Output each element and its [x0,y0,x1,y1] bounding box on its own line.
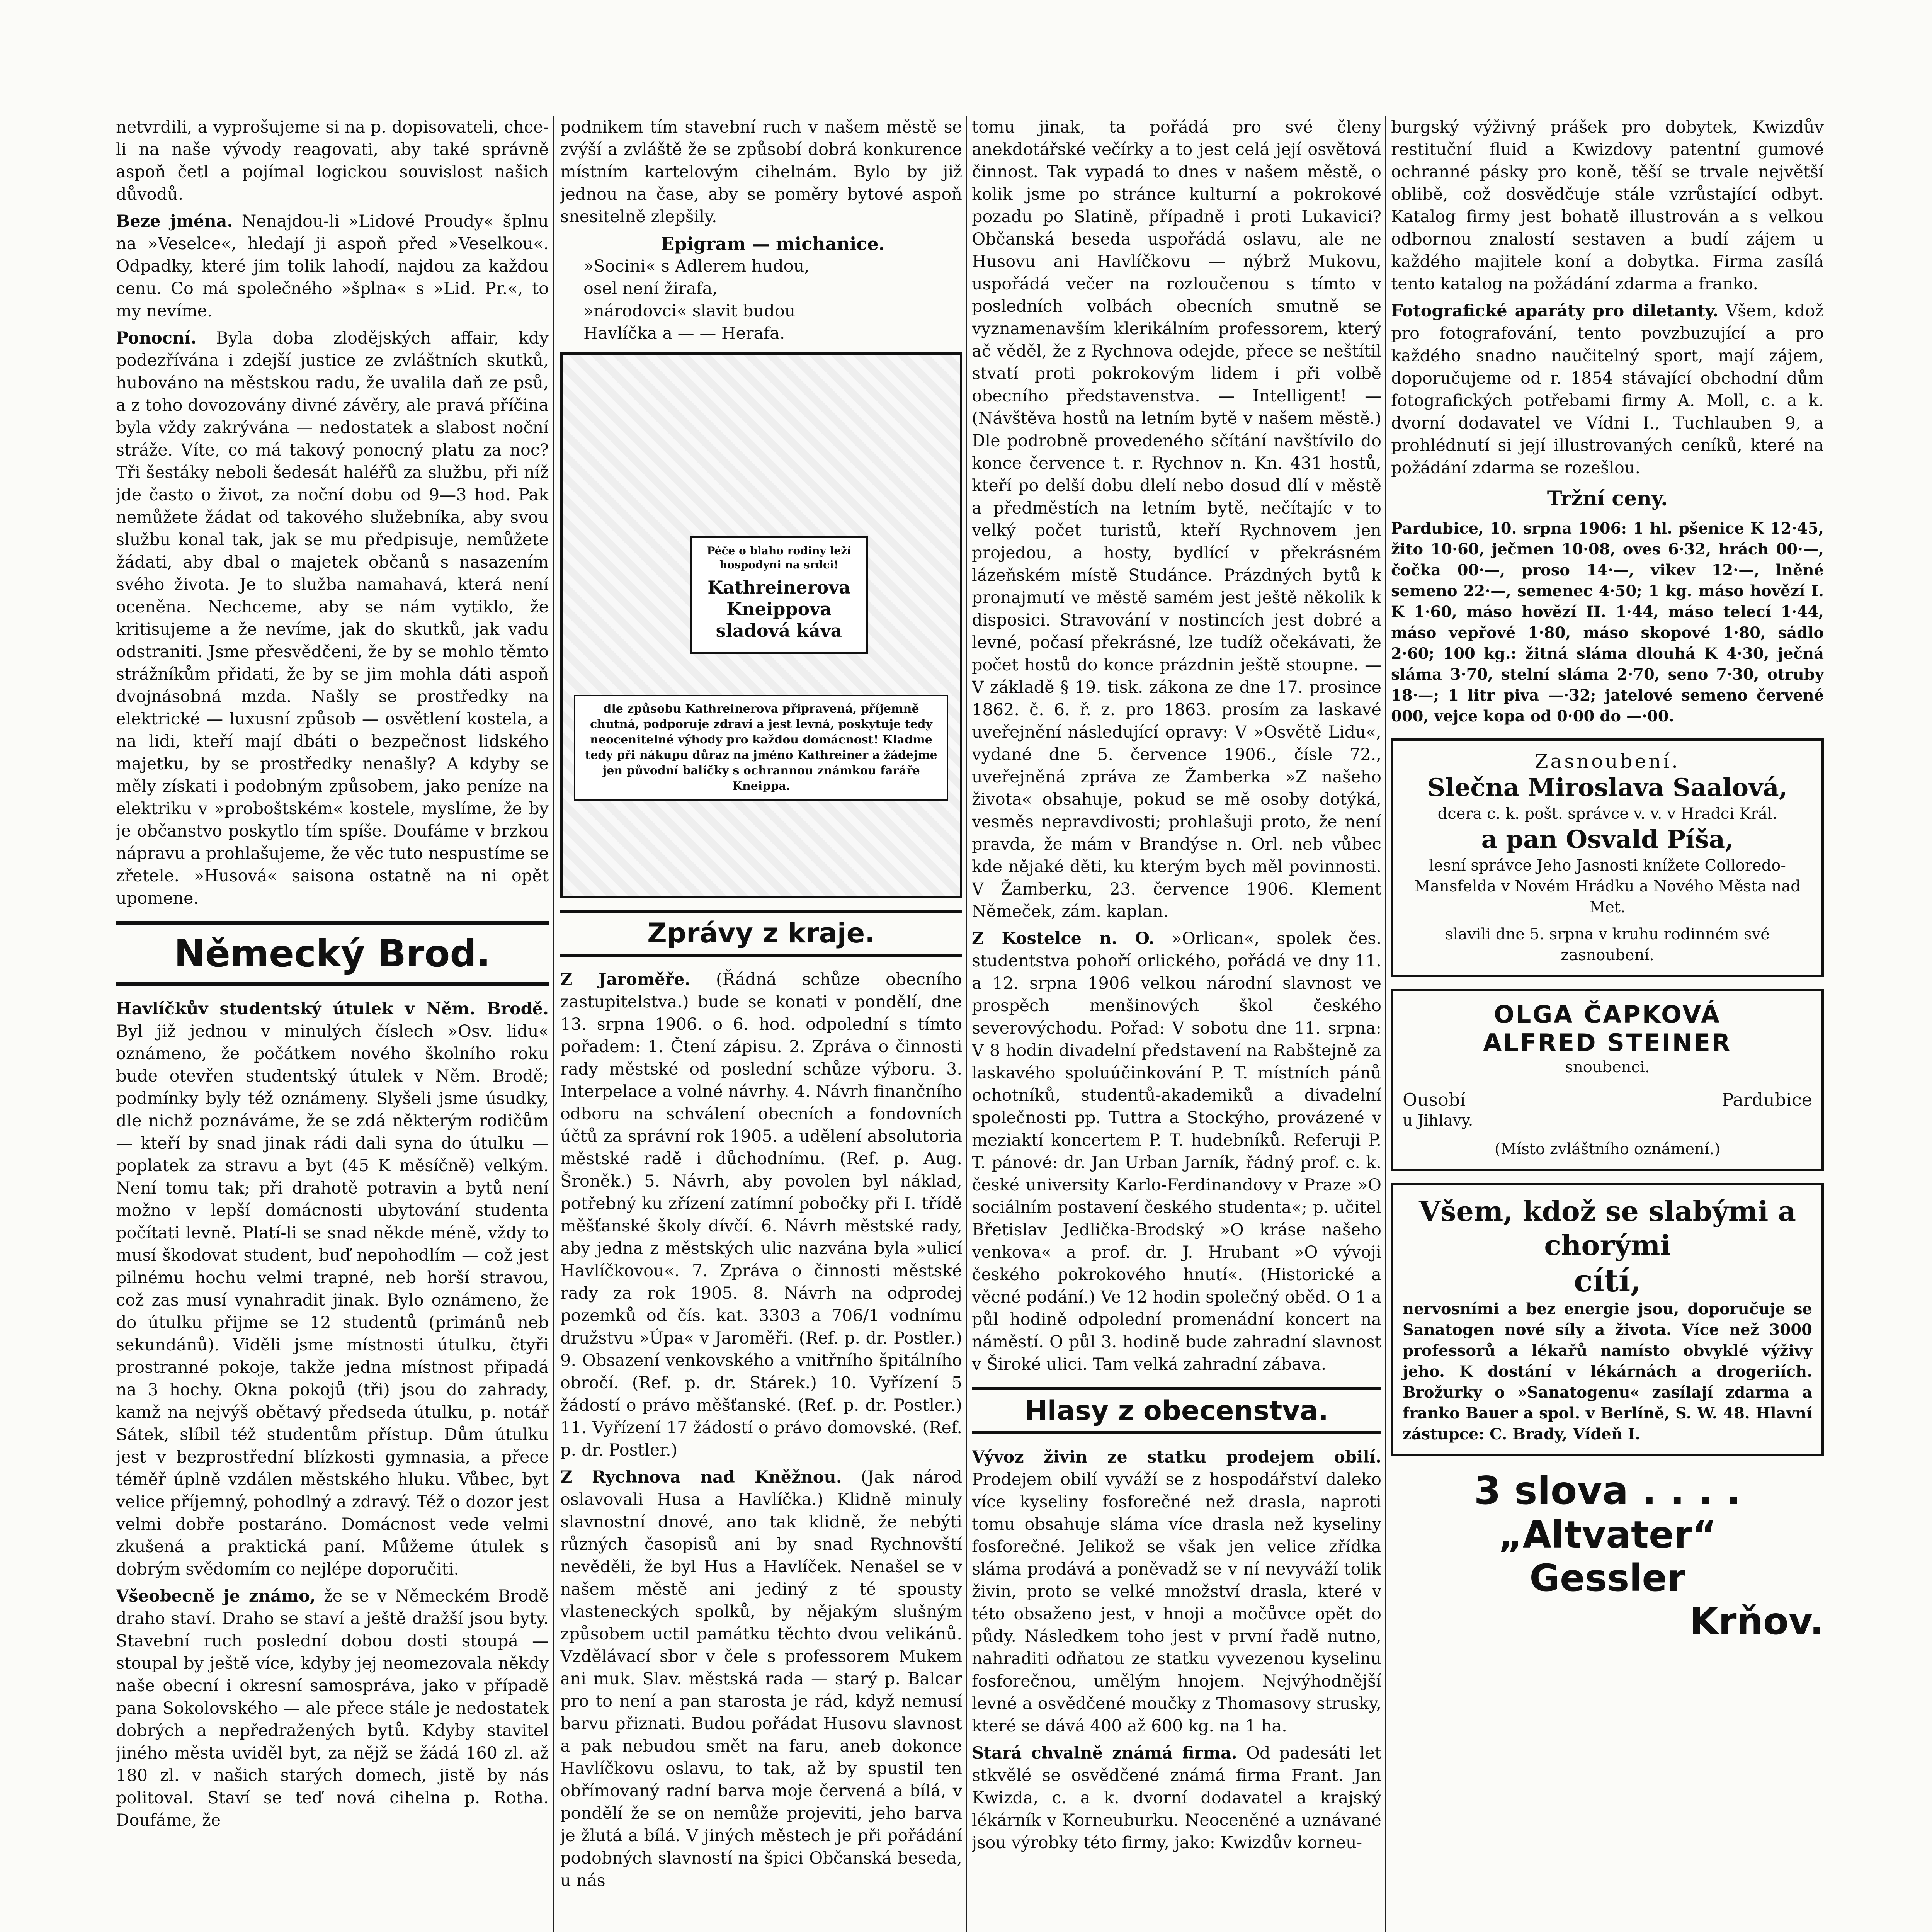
article-text: Byla doba zlodějských affair, kdy podezřívána i zdejší justice ze zvláštních skutků, hubováno na městskou radu, že uvalila daň ze psů, a z toho dovozovány divné závěry, ale pravá příčina byla vždy zakrývána — nedostatek a slabost noční stráže. Víte, co má takový ponocný platu za noc? Tři šestáky neboli šedesát haléřů za službu, při níž jde často o život, za noční dobu od 9—3 hod. Pak nemůžete žádat od takového služebníka, aby svou službu konal tak, jak se mu předpisuje, nemůžete žádati, aby dbal o majetek občanů s nasazením svého života. Je to služba namahavá, která není oceněna. Nechceme, aby se nám vytiklo, že kritisujeme a že nevíme, jak do skutků, jak vadu odstraniti. Jsme přesvědčeni, že by se mohlo těmto strážníkům přidati, že by se jim mohla dáti aspoň dvojnásobná mzda. Našly se prostředky na elektrické — luxusní způsob — osvětlení kostela, a na lidi, kteří mají dbáti o bezpečnost lidského majetku, by se prostředky nenašly? A kdyby se měly získati i podobným způsobem, jako peníze na elektriku v »proboštském« kostele, myslíme, že by je občanstvo poskytlo tím spíše. Doufáme v brzkou nápravu a prohlašujeme, že věc tuto nespustíme se zřetele. »Husová« saisona ostatně na ni opět upomene. [116,328,549,908]
section-headline: Zprávy z kraje. [560,910,962,957]
article-paragraph [972,1742,1381,1854]
article-text: Byl již jednou v minulých číslech »Osv. lidu« oznámeno, že počátkem nového školního roku bude otevřen studentský útulek v Něm. Brodě; podmínky byly též oznámeny. Slyšeli jsme úsudky, dle nichž poznáváme, že se zdá některým rodičům — kteří by snad jinak rádi dali syna do útulku — poplatek za stravu a byt (45 K měsíčně) velkým. Není tomu tak; při drahotě potravin a bytů není možno v lepší domácnosti ubytování studenta počítati levně. Platí-li se snad někde méně, vždy to musí škodovat student, buď nepohodlím — což jest pilnému hochu velmi trapné, neb horší stravou, což zas musí vynahradit jinak. Bylo oznámeno, že do útulku přijme se 12 studentů (primánů neb sekundánů). Viděli jsme místnosti útulku, čtyři prostranné pokoje, takže jedna místnost připadá na 3 hochy. Okna pokojů (tři) jsou do zahrady, kamž na nejvýš obětavý předseda útulku, p. notář Sátek, slíbil též studentům přístup. Dům útulku jest v bezprostřední blízkosti gymnasia, a přece téměř úplně vzdálen městského hluku. Vůbec, byt velice příjemný, pohodlný a zdravý. Též o dozor jest velmi dobře postaráno. Domácnost vede velmi zkušená a praktická paní. Můžeme útulek s dobrým svědomím co nejlépe doporučiti. [116,1022,549,1579]
epigram-line: »národovci« slavit budou [583,301,796,321]
engagement-detail: dcera c. k. pošt. správce v. v. v Hradci Král. [1437,805,1777,823]
notice-places [1403,1089,1812,1110]
article-text: »Orlican«, spolek čes. studentstva pohoří orlického, pořádá ve dny 11. a 12. srpna 1906 velkou národní slavnost ve prospěch menšinových škol českého severovýchodu. Pořad: V sobotu dne 11. srpna: V 8 hodin divadelní představení na Rabštejně za laskavého spoluúčinkování P. T. místních pánů ochotníků, studentů-akademiků a divadelní společnosti pp. Tuttra a Stockýho, provázené v meziaktí koncertem P. T. hudebníků. Referuji P. T. pánové: dr. Jan Urban Jarník, řádný prof. c. k. české university Karlo-Ferdinandovy v Praze »O sociálním postavení českého studenta«; p. učitel Břetislav Jedlička-Brodský »O kráse našeho venkova« a prof. dr. J. Hrubant »O vývoji českého pokrokového hnutí«. (Historické a věcné podání.) Ve 12 hodin společný oběd. O 1 a půl hodině odpolední promenádní koncert na náměstí. O půl 3. hodině bude zahradní slavnost v Široké ulici. Tam velká zahradní zábava. [972,929,1381,1374]
engagement-detail: lesní správce Jeho Jasnosti knížete Colloredo-Mansfelda v Novém Hrádku a Nového Města nad Met. [1414,857,1801,916]
column-4 [1391,116,1824,1932]
column-rule [1385,116,1386,1932]
article-lead: Z Kostelce n. O. [972,929,1155,948]
column-1 [116,116,549,1932]
article-text: Všem, kdož pro fotografování, tento povzbuzující a pro každého snadno naučitelný sport, mají zájem, doporučujeme od r. 1854 stávající obchodní dům fotografických potřebami firmy A. Moll, c. a k. dvorní dodavatel ve Vídni I., Tuchlauben 9, a prohlédnutí si její illustrovaných ceníků, které na požádání zdarma se rozešlou. [1391,301,1824,478]
advert-title: Kathreinerova Kneippova sladová káva [707,577,850,641]
article-paragraph [972,927,1381,1376]
engagement-name: Slečna Miroslava Saalová, [1427,773,1787,802]
epigram-line: Havlíčka a — — Herafa. [583,324,785,343]
column-rule [553,116,554,1932]
article-text: Od padesáti let stkvělé se osvědčené známá firma Frant. Jan Kwizda, c. a k. dvorní dodavatel a krajský lékárník v Korneuburku. Neoceněné a uznávané jsou výrobky této firmy, jako: Kwizdův korneu- [972,1743,1381,1852]
column-2 [560,116,962,1932]
article-lead: Z Rychnova nad Kněžnou. [560,1468,842,1487]
advert-headline: Krňov. [1689,1600,1824,1643]
altvater-advert [1391,1468,1824,1643]
advert-headline: 3 slova . . . . [1474,1468,1741,1513]
article-lead: Z Jaroměře. [560,970,690,989]
market-prices: Pardubice, 10. srpna 1906: 1 hl. pšenice K 12·45, žito 10·60, ječmen 10·08, oves 6·32, hrách 00·—, čočka 00·—, proso 14·—, vikev 12·—, lněné semeno 22·—, semenec 4·50; 1 kg. máso hovězí I. K 1·60, máso hovězí II. 1·44, máso telecí 1·44, máso vepřové 1·80, máso skopové 1·80, sádlo 2·60; 100 kg.: žitná sláma dlouhá K 4·30, ječná sláma 3·70, stelní sláma 2·70, seno 7·30, otruby 18·—; 1 litr piva —·32; jatelové semeno červené 000, vejce kopa od 0·00 do —·00. [1391,519,1824,725]
article-paragraph [972,1446,1381,1737]
capkova-steiner-notice [1391,989,1824,1171]
engagement-notice [1391,738,1824,977]
article-paragraph [116,1585,549,1832]
article-text: burgský výživný prášek pro dobytek, Kwizdův restituční fluid a Kwizdovy patentní gumové ochranné pásky pro koně, těší se trvale největší oblibě, což dosvědčuje stále vzrůstající odbyt. Katalog firmy jest bohatě illustrován a s velkou odbornou znalostí sestaven a budí zájem u každého majitele koní a dobytka. Firma zasílá tento katalog na požádání zdarma a franko. [1391,117,1824,294]
advert-headline: „Altvater“ [1498,1513,1717,1556]
advert-caption: Péče o blaho rodiny leží hospodyni na srdci! [707,544,851,571]
article-lead: Stará chvalně známá firma. [972,1743,1237,1763]
notice-subtitle: snoubenci. [1565,1058,1650,1076]
epigram-line: osel není žirafa, [583,279,718,298]
engagement-name: a pan Osvald Píša, [1481,825,1734,854]
epigram-title: Epigram — michanice. [661,233,885,254]
article-lead: Vývoz živin ze statku prodejem obilí. [972,1447,1381,1467]
kathreiner-advert-illustration [560,352,962,898]
article-lead: Beze jména. [116,212,233,231]
section-headline: Německý Brod. [116,921,549,986]
article-text: (Řádná schůze obecního zastupitelstva.) bude se konati v pondělí, dne 13. srpna 1906. o 6. hod. odpolední s tímto pořadem: 1. Čtení zápisu. 2. Zpráva o činnosti rady městské od poslední schůze výboru. 3. Interpelace a volné návrhy. 4. Návrh finančního odboru na schválení obecních a fondovních účtů za správní rok 1905. a udělení absolutoria městské radě i důchodnímu. (Ref. p. Aug. Šroněk.) 5. Návrh, aby povolen byl náklad, potřebný ku zřízení zatímní pobočky při I. třídě měšťanské školy dívčí. 6. Návrh městské rady, aby jedna z městských ulic nazvána byla »ulicí Havlíčkovou«. 7. Zpráva o činnosti městské rady za rok 1905. 8. Návrh na odprodej pozemků od čís. kat. 3303 a 706/1 vodnímu družstvu »Úpa« v Jaroměři. (Ref. p. dr. Postler.) 9. Obsazení venkovského a vnitřního špitálního obročí. (Ref. p. dr. Stárek.) 10. Vyřízení 5 žádostí o právo měšťanské. (Ref. p. dr. Postler.) 11. Vyřízení 17 žádostí o právo domovské. (Ref. p. dr. Postler.) [560,970,962,1460]
column-rule [966,116,967,1932]
article-paragraph [1391,300,1824,479]
article-text: netvrdili, a vyprošujeme si na p. dopisovateli, chce-li na naše vývody reagovati, aby také správně aspoň četl a pojímal logickou souvislost našich důvodů. [116,117,549,204]
article-text: (Jak národ oslavovali Husa a Havlíčka.) Klidně minuly slavnostní dnové, ano tak klidně, že nebýti různých časopisů ani by snad Rychnovští nevěděli, že byl Hus a Havlíček. Nenašel se v našem městě ani jediný z té spousty vlasteneckých spolků, by nějakým slušným způsobem uctil památku těchto dvou velikánů. Vzdělávací sbor v čele s professorem Mukem ani muk. Slav. městská rada — starý p. Balcar pro to není a pan starosta je rád, když nemusí barvu přiznati. Budou pořádat Husovu slavnost a pak nebudou smět na faru, aneb dokonce Havlíčkovu oslavu, to tak, až by spustil ten obřímovaný radní barva moje červená a bílá, v pondělí že se on nemůže projeviti, jeho barva je žlutá a bílá. V jiných městech je při pořádání podobných slavností na špici Občanská beseda, u nás [560,1468,962,1890]
article-text: že se v Německém Brodě draho staví. Draho se staví a ještě dražší jsou byty. Stavební ruch poslední dobou dosti stoupá — stoupal by ještě více, kdyby jej neomezovala někdy naše obecní i okresní samospráva, jako v případě pana Sokolovského — ale přece stále je nedostatek dobrých a nepředražených bytů. Kdyby stavitel jiného města uviděl byt, za nějž se žádá 160 zl. až 180 zl. v našich starých domech, jistě by nás politoval. Staví se teď nová cihelna p. Rotha. Doufáme, že [116,1587,549,1830]
article-paragraph [116,327,549,910]
article-lead: Havlíčkův studentský útulek v Něm. Brodě. [116,999,549,1019]
article-text: podnikem tím stavební ruch v našem městě se zvýší a zvláště že se způsobí dobrá konkurence místním kartelovým cihelnám. Bylo by již jednou na čase, aby se poměry bytové aspoň snesitelně zlepšily. [560,117,962,226]
notice-place: u Jihlavy. [1403,1112,1473,1129]
article-paragraph [116,998,549,1580]
article-text: Prodejem obilí vyváží se z hospodářství daleko více kyseliny fosforečné než drasla, naproti tomu obsahuje sláma více drasla než kyseliny fosforečné. Jelikož se však jen velice zřídka sláma prodává a poněvadž se v ní nevyváží tolik živin, proto se velké množství drasla, které v této obsaženo jest, v hnoji a močůvce opět do půdy. Následkem toho jest v první řadě nutno, nahraditi odňatou ze statku vyvezenou kyselinu fosforečnou, umělým hnojem. Nejvýhodnější levné a osvědčené moučky z Thomasovy strusky, které se dává 400 až 600 kg. na 1 ha. [972,1470,1381,1736]
epigram-line: »Socini« s Adlerem hudou, [583,257,810,276]
article-paragraph [560,1466,962,1892]
article-text: tomu jinak, ta pořádá pro své členy anekdotářské večírky a to jest celá její osvětová činnost. Tak vypadá to dnes v našem městě, o kolik jsme po stránce kulturní a pokrokové pozadu po Slatině, případně i proti Lukavici? Občanská beseda uspořádá oslavu, ale ne Husovu ani Havlíčkovu — nýbrž Mukovu, uspořádá večer na rozloučenou s tímto v posledních volbách obecních smutně se vyznamenavším klerikálním professorem, který ač věděl, že z Rychnova odejde, přece se neštítil stvatí proti pokrokovým lidem i při volbě obecního představenstva. — Intelligent! — (Návštěva hostů na letním bytě v našem městě.) Dle podrobně provedeného sčítání navštívilo do konce července t. r. Rychnov n. Kn. 431 hostů, kteří po delší dobu dlelí nebo dosud dlí v městě a předměstích na letním bytě, nečítajíc v to velký počet turistů, kteří Rychnovem jen projedou, a hosty, bydlící v překrásném lázeňském místě Studánce. Prázdných bytů k pronajmutí ve městě samém jest ještě několik k disposici. Stravování v nostincích jest dobré a levné, počasí překrásné, lze tudíž očekávati, že počet hostů do konce prázdnin ještě stoupne. — V základě § 19. tisk. zákona ze dne 17. prosince 1862. č. 6. ř. z. pro 1863. prosím za laskavé uveřejnění následující opravy: V »Osvětě Lidu«, vydané dne 5. července 1906., čísle 72., uveřejněná zpráva ze Žamberka »Z našeho života« obsahuje, pokud se mě osoby dotýká, vesměs nepravdivosti; prohlašuji proto, že není pravda, že mám v Brandýse n. Orl. neb vůbec kde nějaké děti, ku kterým bych měl povinnosti. V Žamberku, 23. července 1906. Klement Němeček, zám. kaplan. [972,117,1381,921]
market-heading: Tržní ceny. [1547,487,1668,510]
advert-headline: Všem, kdož se slabými a chorými [1418,1195,1796,1262]
advert-text: nervosními a bez energie jsou, doporučuje se Sanatogen nové síly a života. Více než 3000 professorů a lékařů namísto obvyklé výživy jeho. K dostání v lékárnách a drogeriích. Brožurky o »Sanatogenu« zasílají zdarma a franko Bauer a spol. v Berlíně, S. W. 48. Hlavní zástupce: C. Brady, Vídeň I. [1403,1300,1812,1443]
article-text: Nenajdou-li »Lidové Proudy« šplnu na »Veselce«, hledají ji aspoň před »Veselkou«. Odpadky, které jim tolik lahodí, najdou za každou cenu. Co má společného »šplna« s »Lid. Pr.«, to my nevíme. [116,212,549,321]
advert-headline: Gessler [1529,1556,1685,1600]
column-3 [972,116,1381,1932]
epigram [583,233,962,345]
article-paragraph [560,968,962,1461]
advert-text: dle způsobu Kathreinerova připravená, příjemně chutná, podporuje zdraví a jest levná, poskytuje tedy neocenitelné výhody pro každou domácnost! Kladme tedy při nákupu důraz na jméno Kathreiner a žádejme jen původní balíčky s ochrannou známkou faráře Kneippa. [574,695,948,801]
advert-headline: cítí, [1573,1262,1641,1299]
section-headline: Hlasy z obecenstva. [972,1387,1381,1434]
notice-place: Ousobí [1403,1089,1466,1110]
notice-note: (Místo zvláštního oznámení.) [1494,1140,1721,1158]
article-lead: Fotografické aparáty pro diletanty. [1391,301,1719,321]
sanatogen-advert [1391,1183,1824,1456]
kathreiner-advert-box [690,536,868,654]
notice-place: Pardubice [1721,1089,1812,1110]
notice-name: ALFRED STEINER [1483,1029,1732,1057]
article-lead: Všeobecně je známo, [116,1587,316,1606]
article-paragraph [116,210,549,322]
notice-name: OLGA ČAPKOVÁ [1494,1000,1721,1029]
engagement-detail: slavili dne 5. srpna v kruhu rodinném své zasnoubení. [1445,925,1770,964]
article-lead: Ponocní. [116,328,197,348]
engagement-heading: Zasnoubení. [1534,750,1680,772]
